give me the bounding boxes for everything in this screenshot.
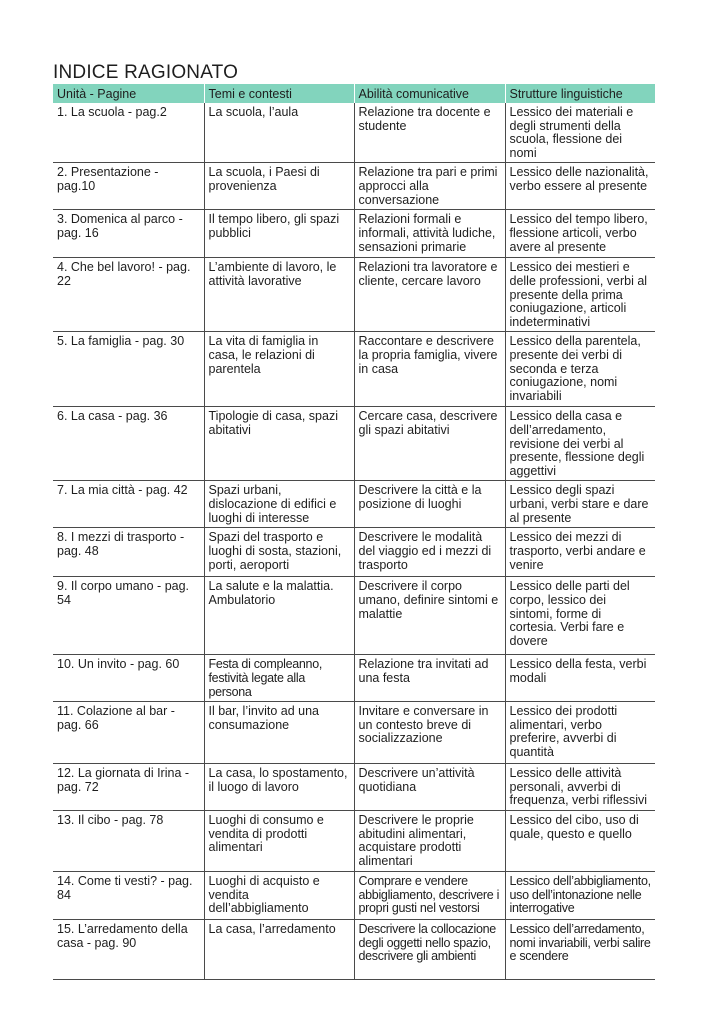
themes-cell: La salute e la malattia. Ambulatorio (204, 577, 354, 655)
themes-cell: La casa, l’arredamento (204, 920, 354, 980)
unit-cell: 5. La famiglia - pag. 30 (53, 332, 204, 407)
structures-cell: Lessico dei mestieri e delle professioni, verbi al presente della prima coniugazione, articoli indeterminativi (505, 258, 655, 332)
skills-cell: Descrivere un’attività quotidiana (354, 764, 505, 811)
unit-cell: 1. La scuola - pag.2 (53, 103, 204, 163)
skills-cell: Relazioni tra lavoratore e cliente, cercare lavoro (354, 258, 505, 332)
table-row (53, 481, 655, 528)
unit-cell: 15. L’arredamento della casa - pag. 90 (53, 920, 204, 980)
unit-cell: 12. La giornata di Irina - pag. 72 (53, 764, 204, 811)
table-row (53, 577, 655, 655)
table-row (53, 764, 655, 811)
structures-cell: Lessico dei mezzi di trasporto, verbi andare e venire (505, 528, 655, 577)
table-row (53, 407, 655, 481)
themes-cell: La vita di famiglia in casa, le relazioni di parentela (204, 332, 354, 407)
structures-cell: Lessico dei materiali e degli strumenti della scuola, flessione dei nomi (505, 103, 655, 163)
skills-cell: Comprare e vendere abbigliamento, descrivere i propri gusti nel vestorsi (354, 872, 505, 920)
column-header-unit: Unità - Pagine (53, 84, 204, 103)
table-row (53, 163, 655, 210)
column-header-themes: Temi e contesti (204, 84, 354, 103)
skills-cell: Descrivere il corpo umano, definire sintomi e malattie (354, 577, 505, 655)
structures-cell: Lessico delle attività personali, avverbi di frequenza, verbi riflessivi (505, 764, 655, 811)
skills-cell: Relazione tra pari e primi approcci alla conversazione (354, 163, 505, 210)
unit-cell: 13. Il cibo - pag. 78 (53, 811, 204, 872)
structures-cell: Lessico del cibo, uso di quale, questo e quello (505, 811, 655, 872)
themes-cell: La casa, lo spostamento, il luogo di lavoro (204, 764, 354, 811)
table-row (53, 103, 655, 163)
table-row (53, 210, 655, 258)
unit-cell: 6. La casa - pag. 36 (53, 407, 204, 481)
page-title: INDICE RAGIONATO (53, 62, 239, 83)
skills-cell: Invitare e conversare in un contesto breve di socializzazione (354, 702, 505, 764)
unit-cell: 9. Il corpo umano - pag. 54 (53, 577, 204, 655)
column-header-structures: Strutture linguistiche (505, 84, 655, 103)
structures-cell: Lessico delle parti del corpo, lessico dei sintomi, forme di cortesia. Verbi fare e dovere (505, 577, 655, 655)
unit-cell: 11. Colazione al bar - pag. 66 (53, 702, 204, 764)
skills-cell: Descrivere le modalità del viaggio ed i mezzi di trasporto (354, 528, 505, 577)
column-header-skills: Abilità comunicative (354, 84, 505, 103)
themes-cell: Spazi del trasporto e luoghi di sosta, stazioni, porti, aeroporti (204, 528, 354, 577)
structures-cell: Lessico delle nazionalità, verbo essere al presente (505, 163, 655, 210)
table-row (53, 872, 655, 920)
table-header-row (53, 84, 655, 103)
table-row (53, 811, 655, 872)
themes-cell: Spazi urbani, dislocazione di edifici e luoghi di interesse (204, 481, 354, 528)
themes-cell: La scuola, l’aula (204, 103, 354, 163)
structures-cell: Lessico della festa, verbi modali (505, 655, 655, 702)
themes-cell: Tipologie di casa, spazi abitativi (204, 407, 354, 481)
structures-cell: Lessico dell’arredamento, nomi invariabili, verbi salire e scendere (505, 920, 655, 980)
table-row (53, 528, 655, 577)
unit-cell: 2. Presentazione - pag.10 (53, 163, 204, 210)
structures-cell: Lessico della casa e dell’arredamento, revisione dei verbi al presente, flessione degli aggettivi (505, 407, 655, 481)
skills-cell: Cercare casa, descrivere gli spazi abitativi (354, 407, 505, 481)
index-table (53, 84, 655, 980)
themes-cell: Il bar, l’invito ad una consumazione (204, 702, 354, 764)
skills-cell: Descrivere le proprie abitudini alimentari, acquistare prodotti alimentari (354, 811, 505, 872)
skills-cell: Relazione tra docente e studente (354, 103, 505, 163)
table-row (53, 332, 655, 407)
themes-cell: Il tempo libero, gli spazi pubblici (204, 210, 354, 258)
unit-cell: 10. Un invito - pag. 60 (53, 655, 204, 702)
skills-cell: Raccontare e descrivere la propria famiglia, vivere in casa (354, 332, 505, 407)
structures-cell: Lessico del tempo libero, flessione articoli, verbo avere al presente (505, 210, 655, 258)
table-row (53, 920, 655, 980)
themes-cell: Luoghi di consumo e vendita di prodotti alimentari (204, 811, 354, 872)
unit-cell: 8. I mezzi di trasporto - pag. 48 (53, 528, 204, 577)
themes-cell: Luoghi di acquisto e vendita dell’abbigliamento (204, 872, 354, 920)
unit-cell: 3. Domenica al parco - pag. 16 (53, 210, 204, 258)
structures-cell: Lessico dell’abbigliamento, uso dell’intonazione nelle interrogative (505, 872, 655, 920)
table-row (53, 655, 655, 702)
themes-cell: L’ambiente di lavoro, le attività lavorative (204, 258, 354, 332)
structures-cell: Lessico dei prodotti alimentari, verbo preferire, avverbi di quantità (505, 702, 655, 764)
themes-cell: La scuola, i Paesi di provenienza (204, 163, 354, 210)
structures-cell: Lessico della parentela, presente dei verbi di seconda e terza coniugazione, nomi invariabili (505, 332, 655, 407)
table-row (53, 258, 655, 332)
skills-cell: Relazioni formali e informali, attività ludiche, sensazioni primarie (354, 210, 505, 258)
unit-cell: 7. La mia città - pag. 42 (53, 481, 204, 528)
structures-cell: Lessico degli spazi urbani, verbi stare e dare al presente (505, 481, 655, 528)
themes-cell: Festa di compleanno, festività legate alla persona (204, 655, 354, 702)
unit-cell: 14. Come ti vesti? - pag. 84 (53, 872, 204, 920)
skills-cell: Descrivere la città e la posizione di luoghi (354, 481, 505, 528)
skills-cell: Descrivere la collocazione degli oggetti nello spazio, descrivere gli ambienti (354, 920, 505, 980)
table-row (53, 702, 655, 764)
skills-cell: Relazione tra invitati ad una festa (354, 655, 505, 702)
unit-cell: 4. Che bel lavoro! - pag. 22 (53, 258, 204, 332)
